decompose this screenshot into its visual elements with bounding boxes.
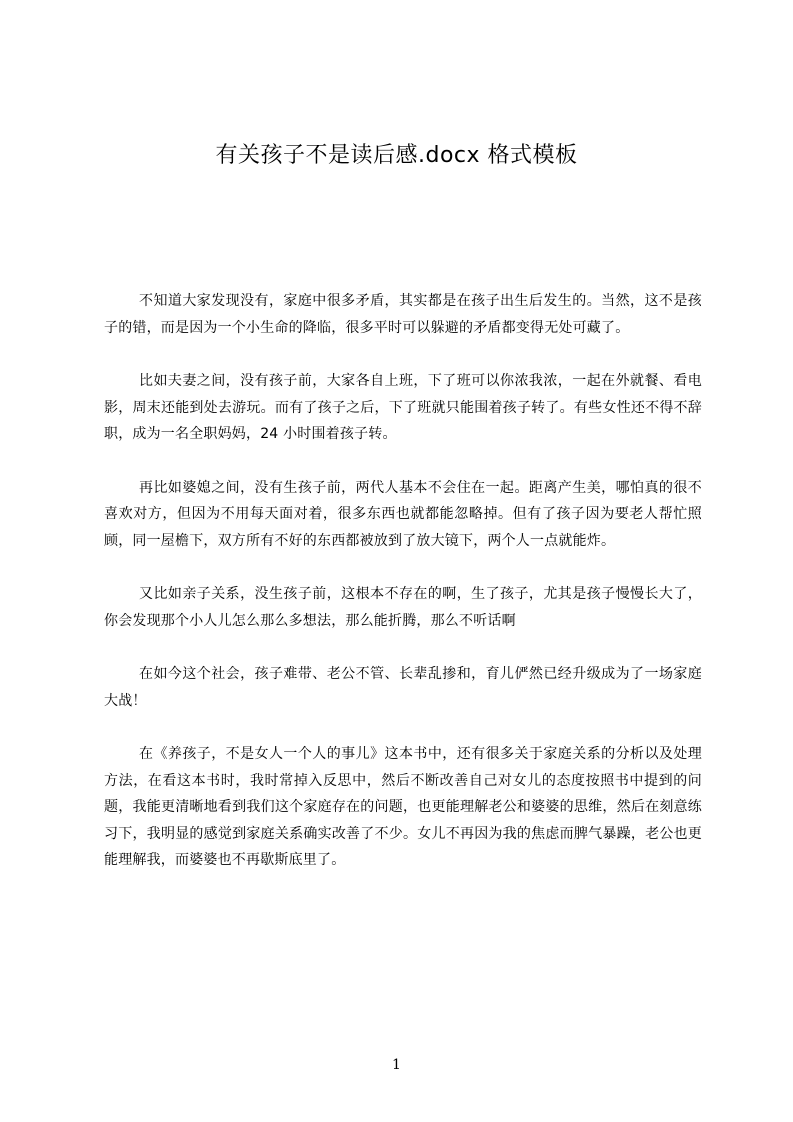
page-number: 1	[392, 1057, 401, 1073]
paragraph-4: 又比如亲子关系，没生孩子前，这根本不存在的啊，生了孩子，尤其是孩子慢慢长大了，你会发现那个小人儿怎么那么多想法，那么能折腾，那么不听话啊	[104, 586, 702, 629]
paragraph-1: 不知道大家发现没有，家庭中很多矛盾，其实都是在孩子出生后发生的。当然，这不是孩子的错，而是因为一个小生命的降临，很多平时可以躲避的矛盾都变得无处可藏了。	[104, 293, 702, 336]
paragraph-6: 在《养孩子，不是女人一个人的事儿》这本书中，还有很多关于家庭关系的分析以及处理方法，在看这本书时，我时常掉入反思中，然后不断改善自己对女儿的态度按照书中提到的问题，我能更清晰地看到我们这个家庭存在的问题，也更能理解老公和婆婆的思维，然后在刻意练习下，我明显的感觉到家庭关系确实改善了不少。女儿不再因为我的焦虑而脾气暴躁，老公也更能理解我，而婆婆也不再歇斯底里了。	[104, 746, 702, 868]
paragraph-3: 再比如婆媳之间，没有生孩子前，两代人基本不会住在一起。距离产生美，哪怕真的很不喜欢对方，但因为不用每天面对着，很多东西也就都能忽略掉。但有了孩子因为要老人帮忙照顾，同一屋檐下，双方所有不好的东西都被放到了放大镜下，两个人一点就能炸。	[104, 479, 702, 549]
document-body	[104, 288, 702, 901]
paragraph-5: 在如今这个社会，孩子难带、老公不管、长辈乱掺和，育儿俨然已经升级成为了一场家庭大战！	[104, 666, 702, 709]
document-title: 有关孩子不是读后感.docx 格式模板	[215, 143, 578, 168]
paragraph-2: 比如夫妻之间，没有孩子前，大家各自上班，下了班可以你浓我浓，一起在外就餐、看电影，周末还能到处去游玩。而有了孩子之后，下了班就只能围着孩子转了。有些女性还不得不辞职，成为一名全职妈妈，24 小时围着孩子转。	[104, 373, 702, 442]
